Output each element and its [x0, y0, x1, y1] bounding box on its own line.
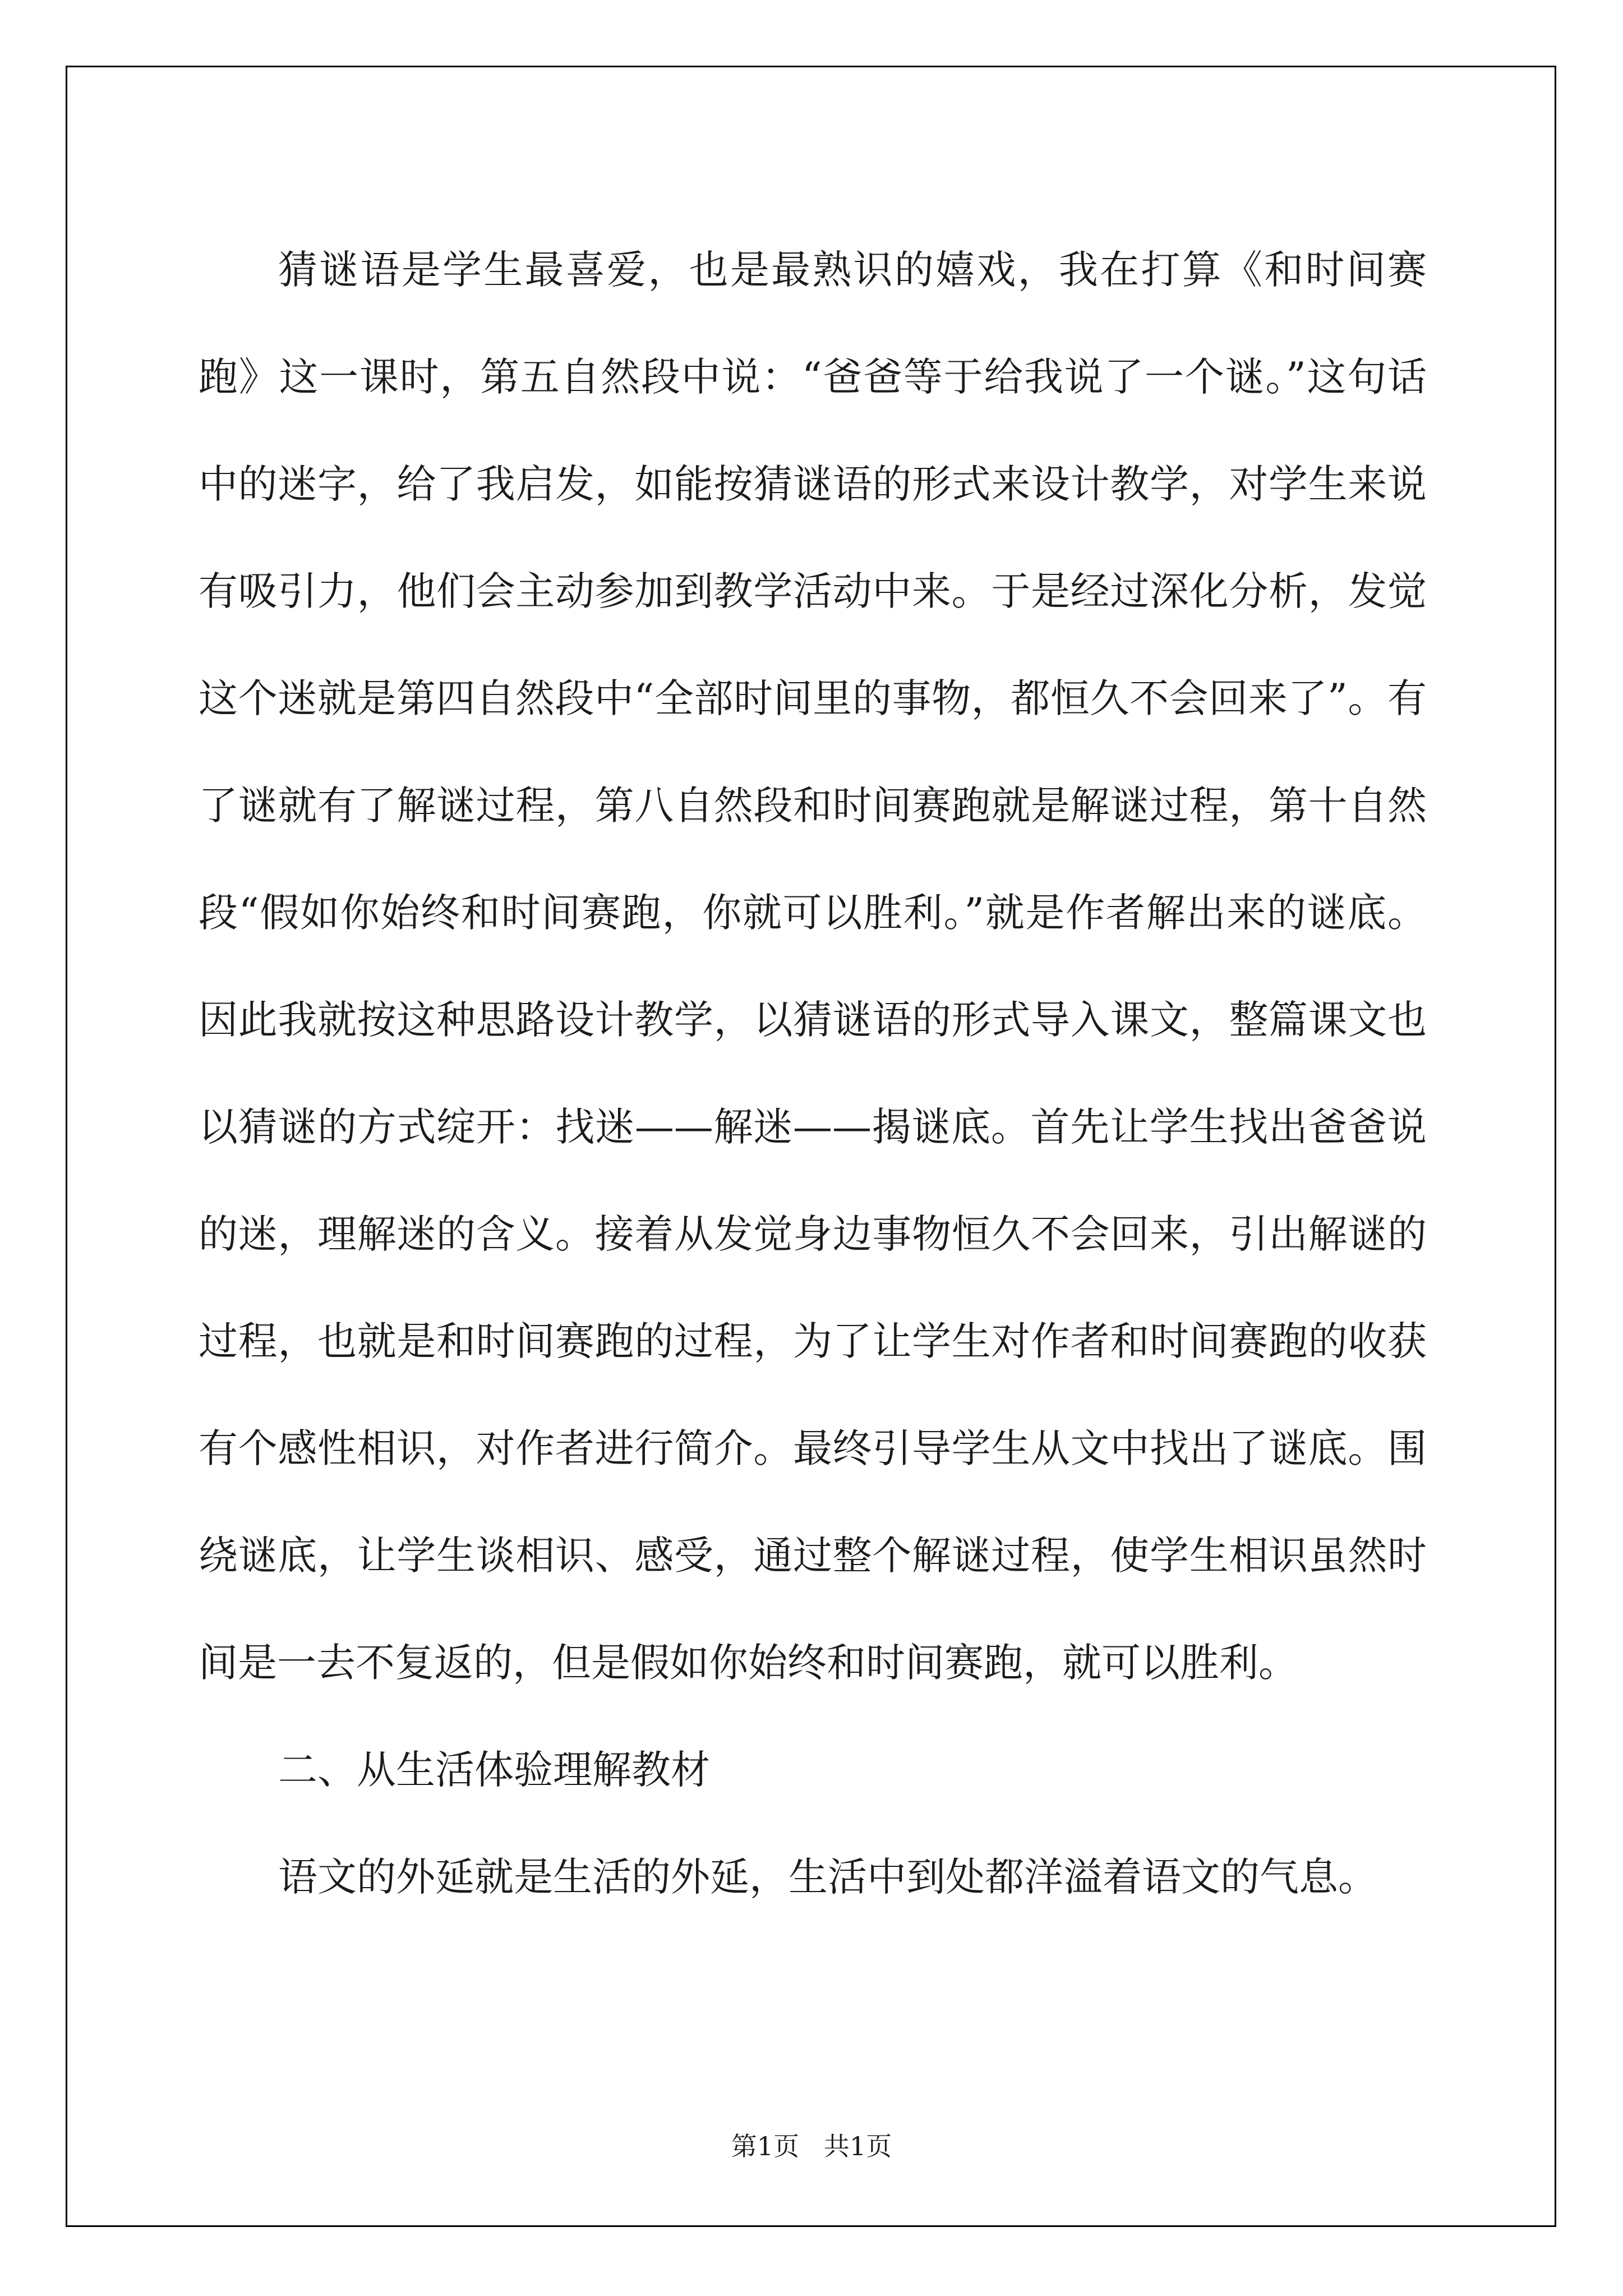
section-heading: 二、从生活体验理解教材 — [278, 1747, 710, 1793]
page-number-footer: 第1页 共1页 — [731, 2131, 892, 2161]
document-body — [199, 217, 1427, 1931]
paragraph-life-experience: 语文的外延就是生活的外延，生活中到处都洋溢着语文的气息。 — [278, 1854, 1377, 1900]
paragraph-riddle-teaching: 猜谜语是学生最喜爱，也是最熟识的嬉戏，我在打算《和时间赛跑》这一课时，第五自然段中说：“爸爸等于给我说了一个谜。”这句话中的迷字，给了我启发，如能按猜谜语的形式来设计教学，对学生来说有吸引力，他们会主动参加到教学活动中来。于是经过深化分析，发觉这个迷就是第四自然段中“全部时间里的事物，都恒久不会回来了”。有了谜就有了解谜过程，第八自然段和时间赛跑就是解谜过程，第十自然段“假如你始终和时间赛跑，你就可以胜利。”就是作者解出来的谜底。因此我就按这种思路设计教学，以猜谜语的形式导入课文，整篇课文也以猜谜的方式绽开：找迷——解迷——揭谜底。首先让学生找出爸爸说的迷，理解迷的含义。接着从发觉身边事物恒久不会回来，引出解谜的过程，也就是和时间赛跑的过程，为了让学生对作者和时间赛跑的收获有个感性相识，对作者进行简介。最终引导学生从文中找出了谜底。围绕谜底，让学生谈相识、感受，通过整个解谜过程，使学生相识虽然时间是一去不复返的，但是假如你始终和时间赛跑，就可以胜利。 — [199, 247, 1427, 1686]
